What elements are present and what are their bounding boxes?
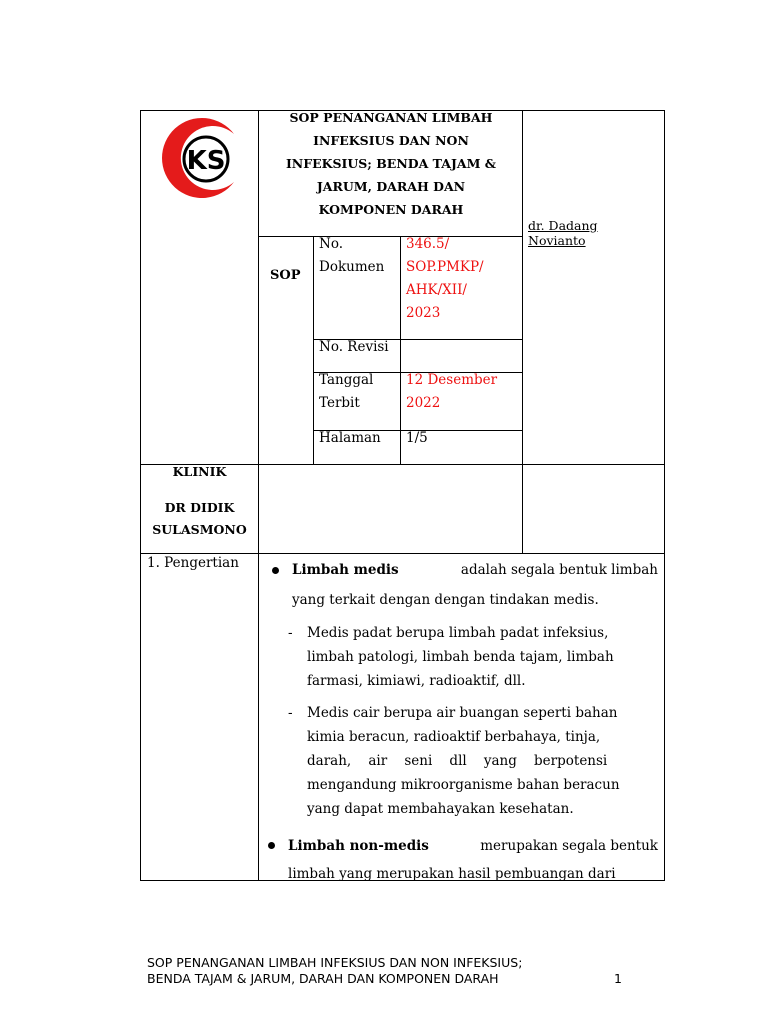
footer-line: BENDA TAJAM & JARUM, DARAH DAN KOMPONEN DARAH bbox=[147, 971, 499, 986]
page-value: 1/5 bbox=[406, 430, 428, 446]
bullet-icon bbox=[268, 842, 275, 849]
dash-marker: - bbox=[288, 705, 293, 721]
doc-number-label: No. Dokumen bbox=[319, 236, 385, 275]
bullet-icon bbox=[272, 567, 279, 574]
issue-date-value: 12 Desember 2022 bbox=[406, 372, 498, 411]
footer-line: SOP PENANGANAN LIMBAH INFEKSIUS DAN NON INFEKSIUS; bbox=[147, 955, 523, 970]
clinic-name: KLINIK DR DIDIK SULASMONO bbox=[152, 464, 247, 537]
page-label: Halaman bbox=[319, 430, 381, 446]
footer-page-number: 1 bbox=[614, 971, 622, 986]
term-limbah-non-medis: Limbah non-medis bbox=[288, 838, 429, 854]
title-line: KOMPONEN DARAH bbox=[318, 202, 464, 217]
issue-date-label: Tanggal Terbit bbox=[319, 372, 374, 411]
bullet-limbah-non-medis: Limbah non-medis merupakan segala bentuk limbah yang merupakan hasil pembuangan dari bbox=[288, 834, 658, 886]
doc-number-value: 346.5/ SOP.PMKP/ AHK/XII/ 2023 bbox=[406, 236, 484, 321]
signatory-name: dr. Dadang Novianto bbox=[528, 218, 598, 248]
section-label: 1. Pengertian bbox=[147, 555, 239, 571]
dash-marker: - bbox=[288, 625, 293, 641]
page-footer bbox=[147, 955, 522, 987]
document-title bbox=[260, 106, 522, 221]
bullet-limbah-medis: Limbah medis adalah segala bentuk limbah yang terkait dengan dengan tindakan medis. bbox=[292, 558, 658, 612]
revision-label: No. Revisi bbox=[319, 339, 389, 355]
clinic-logo bbox=[146, 112, 244, 202]
title-line: INFEKSIUS; BENDA TAJAM & bbox=[285, 156, 497, 171]
title-line: JARUM, DARAH DAN bbox=[316, 179, 466, 194]
title-line: INFEKSIUS DAN NON bbox=[313, 133, 469, 148]
sop-label: SOP bbox=[270, 268, 301, 283]
logo-emblem-icon bbox=[146, 112, 244, 202]
term-limbah-medis: Limbah medis bbox=[292, 562, 399, 578]
sub-item-medis-padat: Medis padat berupa limbah padat infeksius, limbah patologi, limbah benda tajam, limbah farmasi, kimiawi, radioaktif, dll. bbox=[307, 625, 614, 689]
sub-item-medis-cair: Medis cair berupa air buangan seperti bahan kimia beracun, radioaktif berbahaya, tinja, darah, air seni dll yang berpotensi mengandung mikroorganisme bahan beracun yang dapat membahayakan kesehatan. bbox=[307, 705, 620, 817]
title-line: SOP PENANGANAN LIMBAH bbox=[289, 110, 493, 125]
svg-text:KS: KS bbox=[186, 146, 226, 176]
